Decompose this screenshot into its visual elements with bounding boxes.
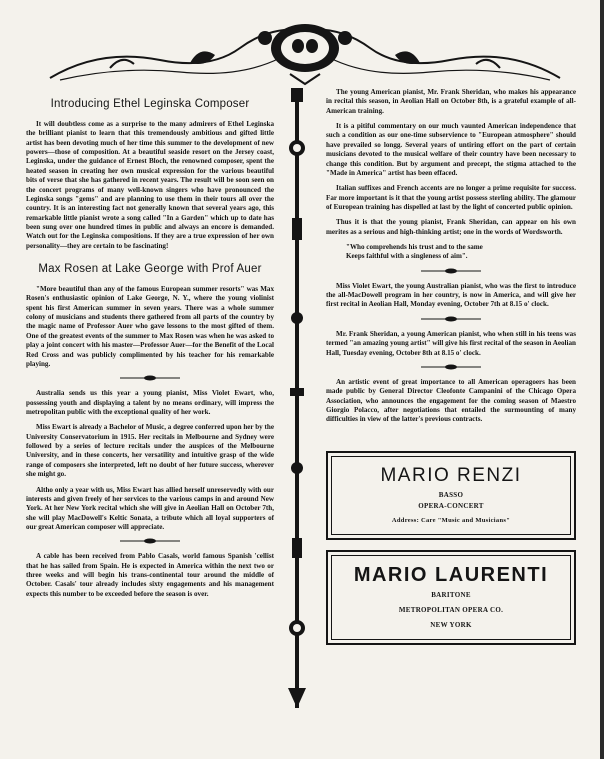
ad-company: METROPOLITAN OPERA CO. [398, 605, 504, 614]
article-title-max-rosen: Max Rosen at Lake George with Prof Auer [38, 263, 262, 276]
article-body-sheridan-1: The young American pianist, Mr. Frank Sheridan, who makes his appearance in recital this season, in Aeolian Hall on October 8th, is a grateful example of all-American training. [326, 88, 576, 115]
separator-ornament [326, 364, 576, 370]
article-body-sheridan-3: Italian suffixes and French accents are no longer a prime requisite for success. Far more important is it that the young artist possess sterling ability. The glamour of European training has dispelled at last by the light of concerted public opinion. [326, 184, 576, 211]
header-ornament [40, 8, 570, 86]
ad-address: Address: Care "Music and Musicians" [391, 516, 511, 524]
article-body-leginska: It will doubtless come as a surprise to the many admirers of Ethel Leginska the brilliant pianist to learn that this tremendously ambitious and gifted little artist has been devoting much of her time this summer to the development of new powers—those of composition. At a beautiful seaside resort on the Jersey coast, Leginska, under the guidance of Ernest Bloch, the renowned composer, spent the heated season in creating her own musical expression for the various beautiful bits of verse that she has gathered in recent years. The result will be soon seen on the concert programs of many well-known singers who have pronounced the Leginska songs "gems" and are planning to use them in their tours all over the country. It is an interesting fact not generally known that several years ago, this remarkable little pianist wrote a song called "In a Garden" which up to date has been sung over one hundred times in public and always an encore is demanded. Watch out for the Leginska compositions. If they are a true expression of her own personality—they are certain to be fascinating! [26, 120, 274, 250]
article-body-sheridan-recital: Mr. Frank Sheridan, a young American pianist, who when still in his teens was termed "an amazing young artist" will give his first recital of the season in Aeolian Hall, Tuesday evening, October 8th at 8.15 o' clock. [326, 329, 576, 357]
article-body-casals: A cable has been received from Pablo Casals, world famous Spanish 'cellist that he has sailed from Spain. He is expected in America within the next two or three weeks and will begin his trans-continental tour around the middle of October. Casals' tour already includes sixty engagements and his management expects this number to be exceeded before the season is over. [26, 552, 274, 598]
ad-performance-type: OPERA-CONCERT [418, 501, 484, 510]
ad-inner-frame [331, 456, 571, 535]
article-body-violet-ewart-2: Miss Ewart is already a Bachelor of Music, a degree conferred upon her by the University Conservatorium in 1915. Her recitals in Melbourne and Sydney were followed by a series of lecture recitals under the auspices of the Melbourne University, and in these concerts, her versatility and intuitive grasp of the wide range of composers she interpreted, left no doubt of her future success, wherever she might go. [26, 423, 274, 479]
article-title-leginska: Introducing Ethel Leginska Composer [50, 98, 250, 110]
article-body-sheridan-2: It is a pitiful commentary on our much vaunted American independence that such a condition as our one-time subservience to "European atmosphere" should have prevailed so longg. Several years of untiring effort on the part of certain musicians devoted to the musical welfare of their country have been necessary to change this condition. But by argument and precept, the stigma attached to the "Made in America" artist has been effaced. [326, 122, 576, 177]
ad-mario-laurenti [326, 550, 576, 645]
article-body-polacco: An artistic event of great importance to all American operagoers has been made public by General Director Cleofonte Campanini of the Chicago Opera Association, who announces the engagement for the coming season of Maestro Giorgio Polacco, after negotiations that entailed the surmounting of many difficulties in view of the latter's previous contracts. [326, 377, 576, 424]
article-body-max-rosen: "More beautiful than any of the famous European summer resorts" was Max Rosen's enthusiastic opinion of Lake George, N. Y., where the young violinist spent his first American summer in seven years. There was a whole summer colony of musicians and students there gathered from all parts of the country by the magic name of Professor Auer who gave lessons to the most gifted of them. One of the greatest events of the summer to Max Rosen was when he was asked to play a joint concert with his master—Professor Auer—for the Benefit of the Local Red Cross and was publicly complimented by his teacher for his remarkable playing. [26, 285, 274, 368]
right-column [326, 88, 576, 645]
separator-ornament [26, 538, 274, 544]
verse-line-1: "Who comprehends his trust and to the same [346, 243, 483, 252]
center-ornamental-rule [282, 88, 312, 708]
ad-mario-renzi [326, 451, 576, 540]
page-edge [600, 0, 604, 759]
separator-ornament [326, 316, 576, 322]
article-body-violet-ewart-3: Altho only a year with us, Miss Ewart has allied herself unreservedly with our interests and given freely of her services to the various camps in and around New York. At her New York recital which she will give in Aeolian Hall on October 7th, she will play MacDowell's Keltic Sonata, a tribute which all loyal supporters of our great American composer will appreciate. [26, 485, 274, 531]
article-body-ewart-recital: Miss Violet Ewart, the young Australian pianist, who was the first to introduce the all-MacDowell program in her country, is now in America, and will give her first recital in Aeolian Hall, Monday evening, October 7th at 8.15 o' clock. [326, 281, 576, 309]
verse-line-2: Keeps faithful with a singleness of aim". [346, 252, 468, 261]
ad-inner-frame [331, 555, 571, 640]
ad-city: NEW YORK [430, 620, 472, 629]
left-column [26, 88, 274, 605]
ad-voice-type: BARITONE [431, 590, 471, 599]
separator-ornament [26, 375, 274, 381]
ad-artist-name: MARIO LAURENTI [353, 563, 549, 586]
article-body-sheridan-4: Thus it is that the young pianist, Frank Sheridan, can appear on his own merites as a serious and high-thinking artist; one in the words of Wordsworth. [326, 218, 576, 236]
ad-artist-name: MARIO RENZI [380, 464, 522, 486]
separator-ornament [326, 268, 576, 274]
article-body-violet-ewart-1: Australia sends us this year a young pianist, Miss Violet Ewart, who, possessing youth and displaying a talent by no means ordinary, will impress the metropolitan public with the exceptional quality of her work. [26, 389, 274, 416]
ad-voice-type: BASSO [438, 490, 464, 499]
